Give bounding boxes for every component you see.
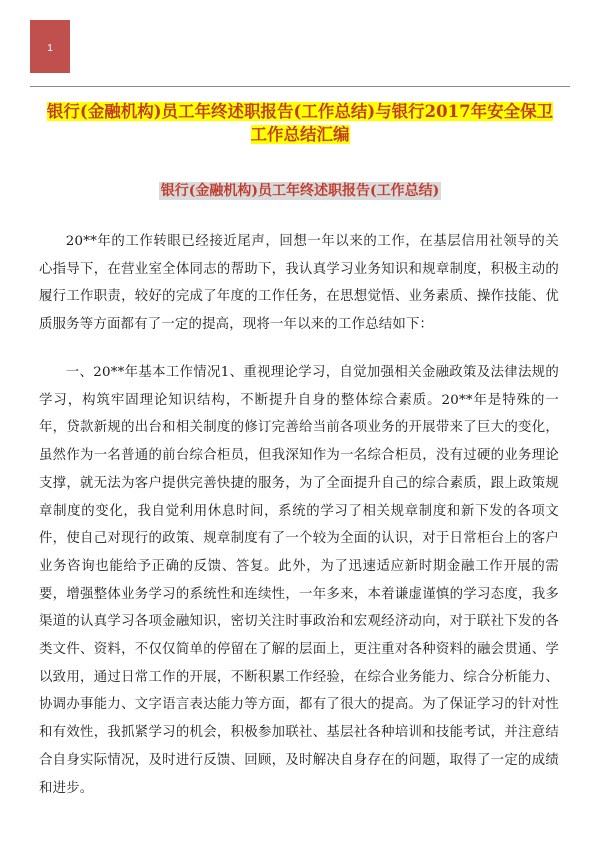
body-paragraph: 一、20**年基本工作情况1、重视理论学习，自觉加强相关金融政策及法律法规的学习，构筑牢固理论知识结构，不断提升自身的整体综合素质。20**年是特殊的一年，贷款新规的出台和相关制度的修订完善给当前各项业务的开展带来了巨大的变化，虽然作为一名普通的前台综合柜员，但我深知作为一名综合柜员，没有过硬的业务理论支撑，就无法为客户提供完善快捷的服务，为了全面提升自己的综合素质，跟上政策规章制度的变化，我自觉利用休息时间，系统的学习了相关规章制度和新下发的各项文件，使自己对现行的政策、规章制度有了一个较为全面的认识，对于日常柜台上的客户业务咨询也能给予正确的反馈、答复。此外，为了迅速适应新时期金融工作开展的需要，增强整体业务学习的系统性和连续性，一年多来，本着谦虚谨慎的学习态度，我多渠道的认真学习各项金融知识，密切关注时事政治和宏观经济动向，对于联社下发的各类文件、资料，不仅仅简单的停留在了解的层面上，更注重对各种资料的融会贯通、学以致用，通过日常工作的开展，不断积累工作经验，在综合业务能力、综合分析能力、协调办事能力、文字语言表达能力等方面，都有了很大的提高。为了保证学习的针对性和有效性，我抓紧学习的机会，积极参加联社、基层社各种培训和技能考试，并注意结合自身实际情况，及时进行反馈、回顾，及时解决自身存在的问题，取得了一定的成绩和进步。 bbox=[39, 365, 559, 796]
body-paragraph: 20**年的工作转眼已经接近尾声，回想一年以来的工作，在基层信用社领导的关心指导下，在营业室全体同志的帮助下，我认真学习业务知识和规章制度，积极主动的履行工作职责，较好的完成了年度的工作任务，在思想觉悟、业务素质、操作技能、优质服务等方面都有了一定的提高，现将一年以来的工作总结如下： bbox=[39, 234, 559, 333]
page-number: 1 bbox=[47, 43, 53, 54]
document-title-text: 银行(金融机构)员工年终述职报告(工作总结)与银行2017年安全保卫工作总结汇编 bbox=[46, 102, 554, 144]
header-divider bbox=[30, 86, 570, 87]
section-heading-text: 银行(金融机构)员工年终述职报告(工作总结) bbox=[160, 183, 440, 199]
section-heading bbox=[40, 182, 560, 200]
page-number-badge bbox=[30, 20, 70, 73]
document-title bbox=[40, 100, 560, 146]
